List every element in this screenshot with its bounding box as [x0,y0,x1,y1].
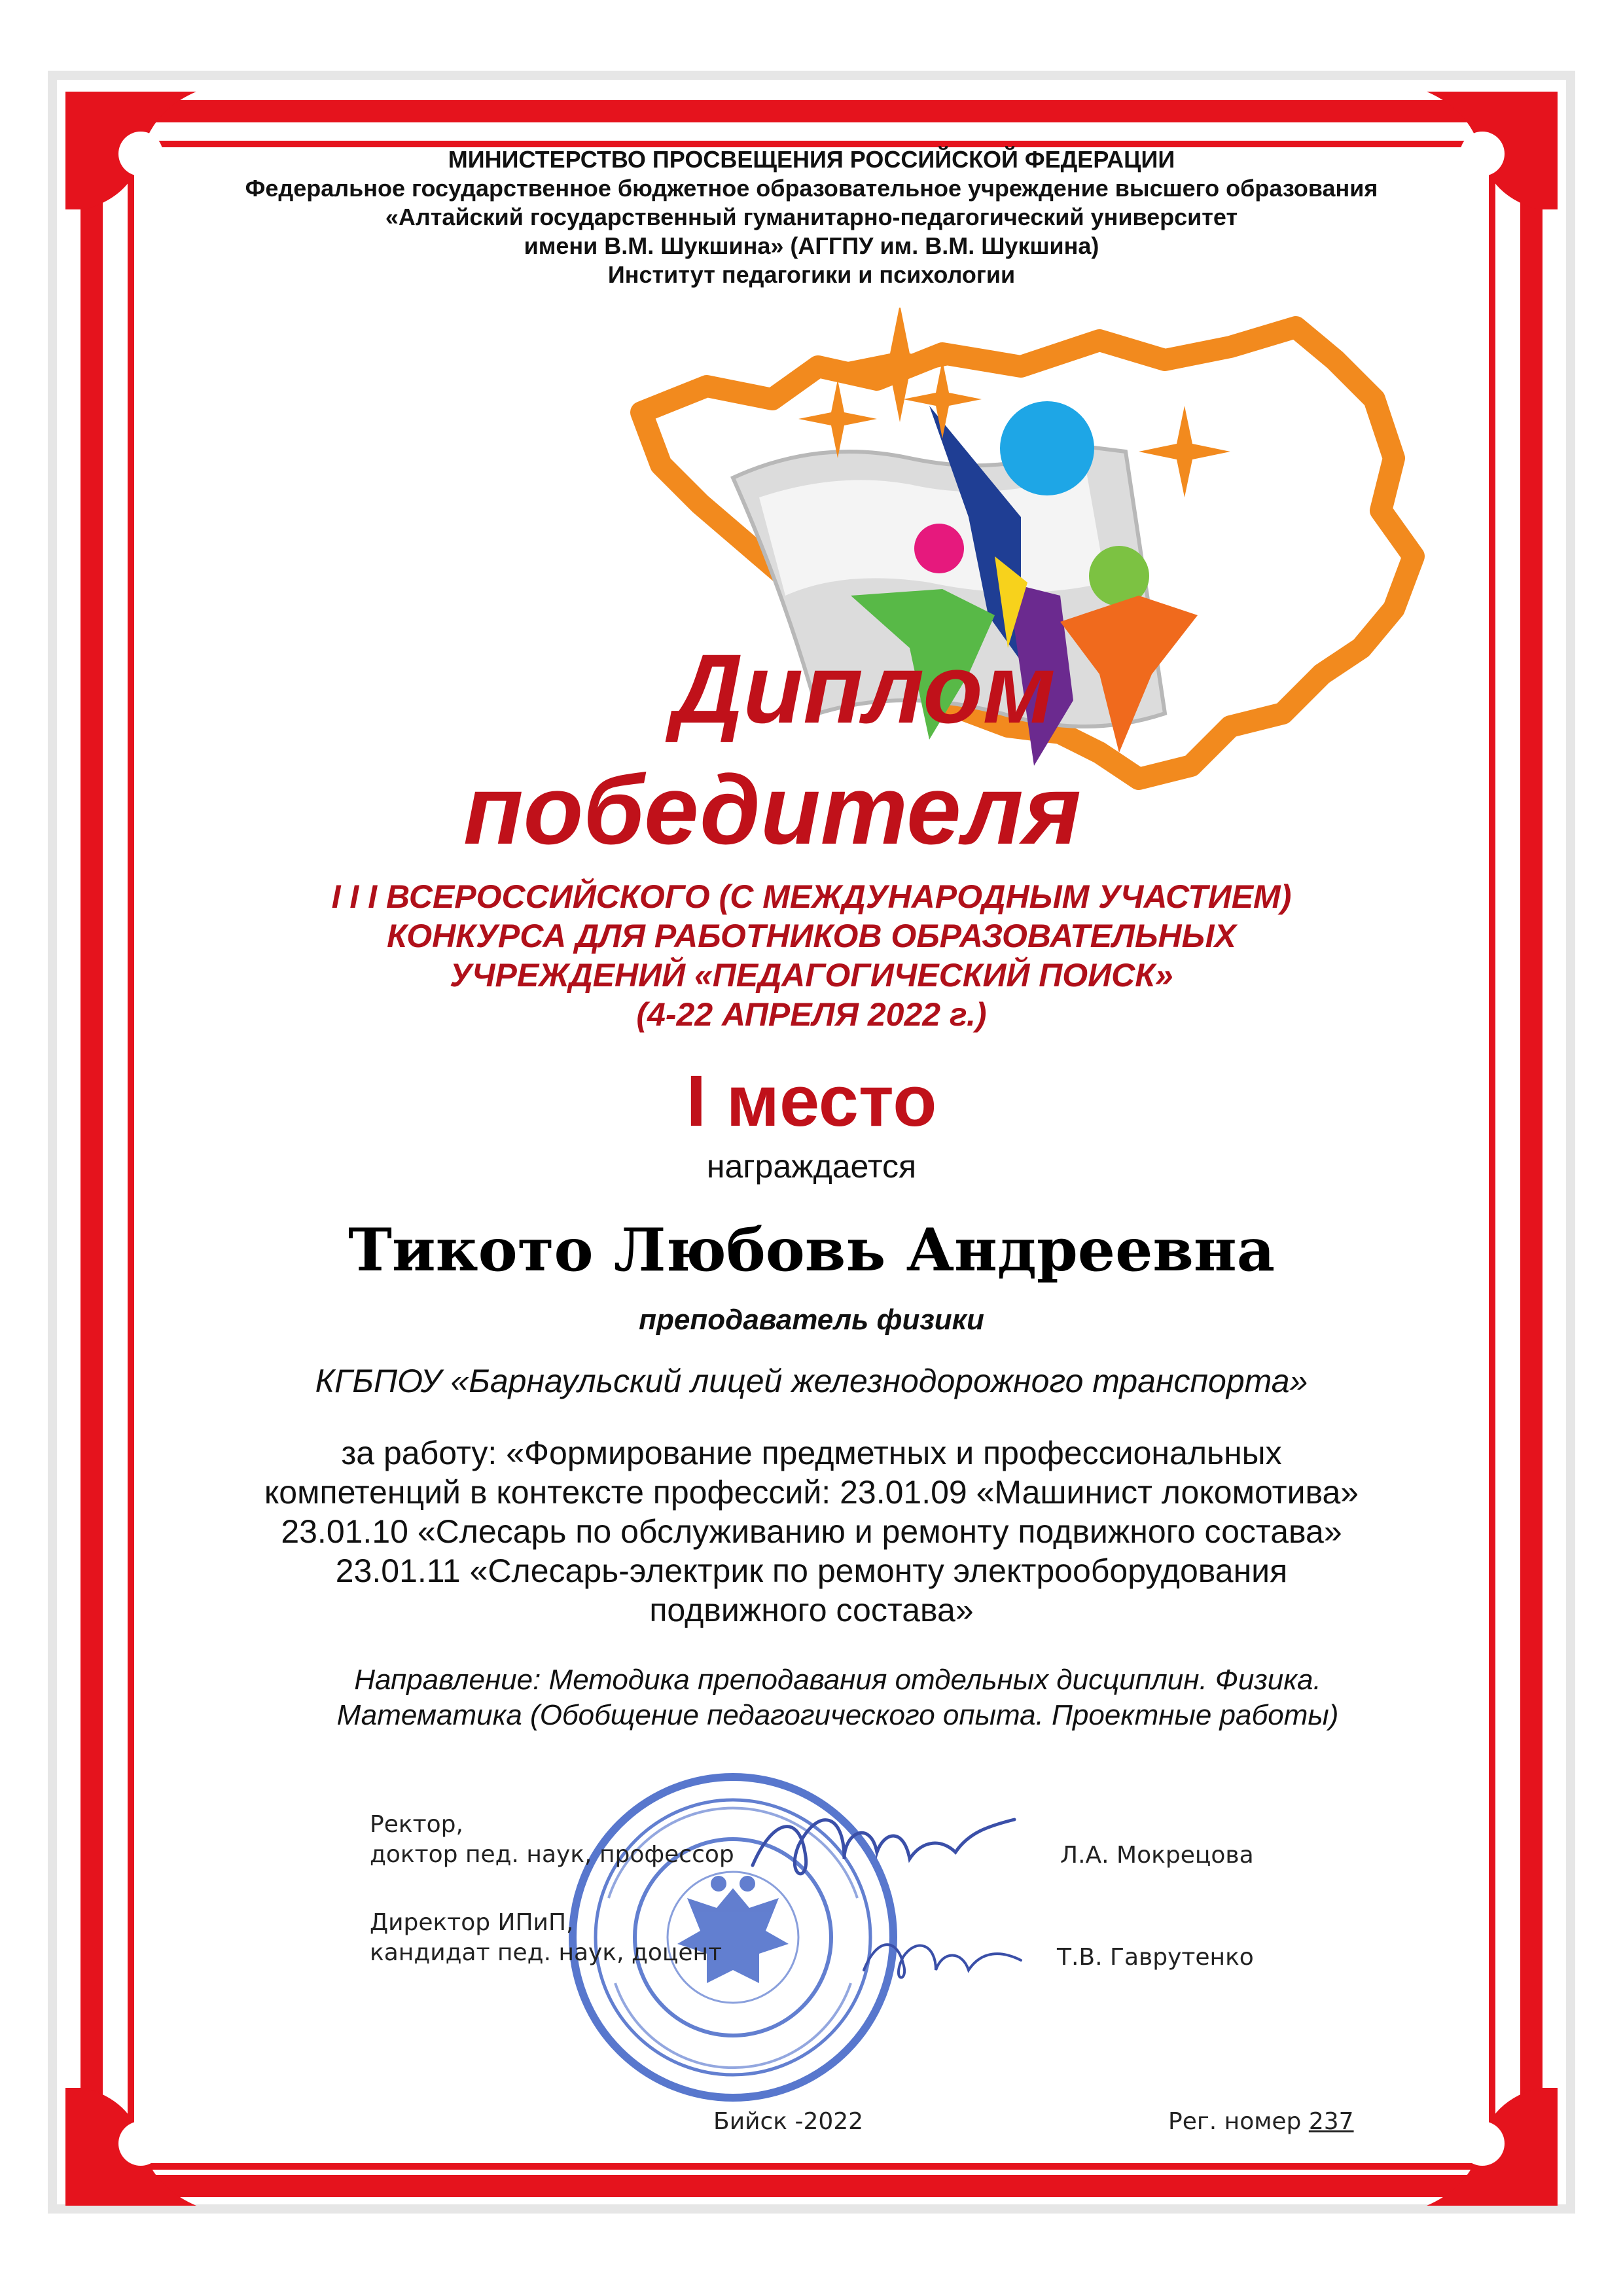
work-line-2: компетенций в контексте профессий: 23.01.09 «Машинист локомотива» [264,1474,1359,1511]
work-title [151,1433,1472,1630]
rector-signature [746,1793,1021,1898]
work-line-4: 23.01.11 «Слесарь-электрик по ремонту электрооборудования [335,1552,1288,1589]
diploma-title [366,628,1348,870]
awarded-label: награждается [706,1148,917,1185]
university-name-line-2: имени В.М. Шукшина» (АГГПУ им. В.М. Шукшина) [524,232,1099,259]
contest-line-2: КОНКУРСА ДЛЯ РАБОТНИКОВ ОБРАЗОВАТЕЛЬНЫХ [387,918,1236,954]
contest-name [164,877,1459,1034]
contest-line-3: УЧРЕЖДЕНИЙ «ПЕДАГОГИЧЕСКИЙ ПОИСК» [450,957,1173,994]
rector-title-line-1: Ректор, [370,1811,463,1838]
rector-title-line-2: доктор пед. наук, профессор [370,1841,734,1868]
work-line-5: подвижного состава» [649,1592,974,1628]
recipient-name: Тикото Любовь Андреевна [348,1215,1275,1285]
ministry-line: МИНИСТЕРСТВО ПРОСВЕЩЕНИЯ РОССИЙСКОЙ ФЕДЕРАЦИИ [448,146,1175,173]
recipient-position: преподаватель физики [639,1304,984,1336]
university-type-line: Федеральное государственное бюджетное образовательное учреждение высшего образования [245,175,1378,202]
rector-name: Л.А. Мокрецова [1060,1842,1254,1869]
director-name: Т.В. Гаврутенко [1057,1944,1254,1971]
institute-line: Институт педагогики и психологии [607,261,1016,288]
work-line-1: за работу: «Формирование предметных и профессиональных [341,1435,1282,1471]
director-title-line-1: Директор ИПиП, [370,1909,574,1936]
contest-line-1: I I I ВСЕРОССИЙСКОГО (С МЕЖДУНАРОДНЫМ УЧАСТИЕМ) [331,878,1292,915]
work-line-3: 23.01.10 «Слесарь по обслуживанию и ремонту подвижного состава» [281,1513,1342,1550]
recipient-organization: КГБПОУ «Барнаульский лицей железнодорожного транспорта» [315,1363,1308,1399]
reg-number-value: 237 [1308,2108,1354,2135]
title-line-2: победителя [463,755,1082,865]
city-year: Бийск -2022 [713,2108,864,2135]
title-line-1: Диплом [672,634,1056,744]
director-signature [857,1924,1027,1996]
contest-dates: (4-22 АПРЕЛЯ 2022 г.) [636,996,987,1033]
university-name-line: «Алтайский государственный гуманитарно-педагогический университет [385,204,1238,230]
direction-text [216,1662,1459,1733]
director-title [370,1908,722,1968]
direction-line-2: Математика (Обобщение педагогического опыта. Проектные работы) [336,1699,1339,1731]
direction-line-1: Направление: Методика преподавания отдельных дисциплин. Физика. [354,1664,1321,1696]
registration-number [1168,2108,1354,2136]
director-title-line-2: кандидат пед. наук, доцент [370,1939,722,1966]
reg-label: Рег. номер [1168,2108,1302,2135]
figure-head-blue [1000,401,1094,495]
rector-title [370,1810,734,1870]
figure-head-pink [914,524,964,573]
institution-header [131,145,1492,289]
award-place: I место [686,1061,937,1141]
